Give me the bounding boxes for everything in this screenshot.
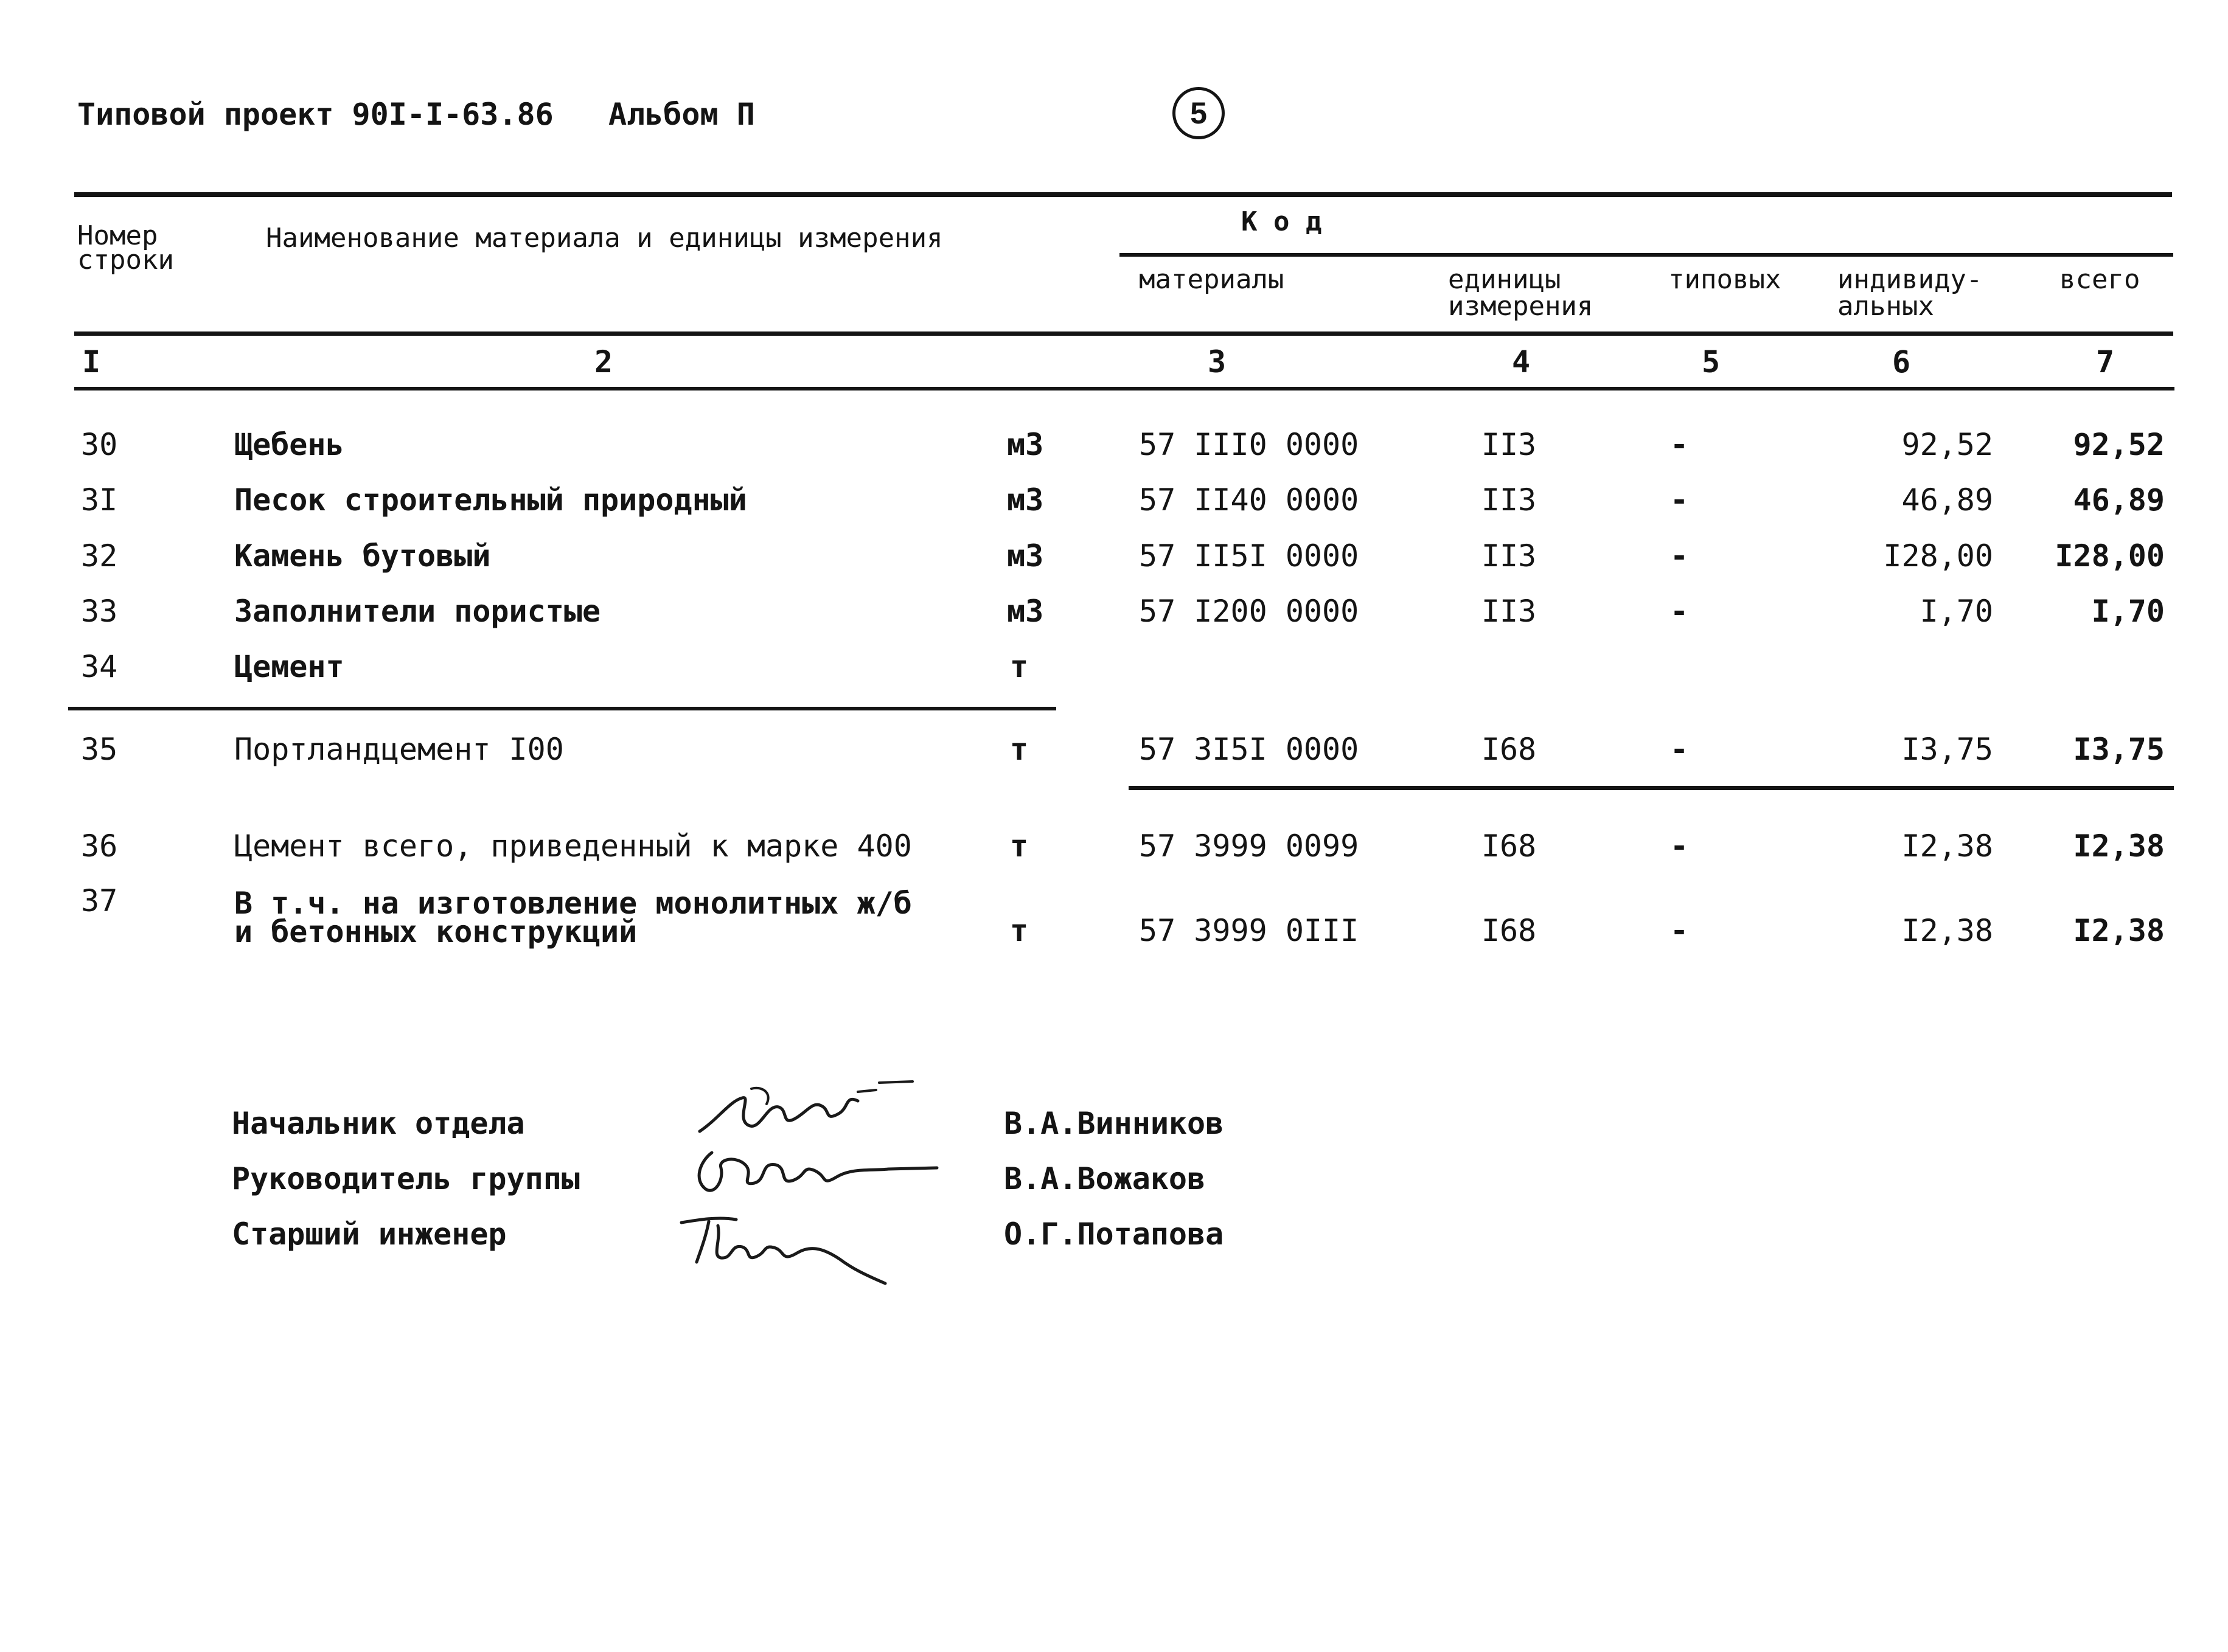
group-rule-left: [68, 707, 1056, 710]
document-title: Типовой проект 90I-I-63.86 Альбом П: [77, 97, 755, 132]
individual-value: 92,52: [1901, 427, 1993, 462]
unit-label: т: [1010, 732, 1029, 767]
material-name: Цемент: [234, 649, 344, 684]
individual-value: I2,38: [1901, 828, 1993, 864]
unit-label: м3: [1007, 482, 1044, 518]
col-number-2: 2: [594, 344, 613, 380]
material-code: 57 3I5I 0000: [1139, 732, 1359, 767]
unit-code: II3: [1481, 482, 1537, 518]
group-rule-right: [1129, 786, 2174, 790]
typical-value: -: [1669, 828, 1689, 864]
handwritten-signature: [675, 1210, 894, 1289]
col-number-7: 7: [2095, 344, 2115, 380]
signer-role: Руководитель группы: [232, 1161, 580, 1196]
material-code: 57 3999 0III: [1139, 913, 1359, 948]
unit-label: м3: [1007, 427, 1044, 462]
unit-label: м3: [1007, 594, 1044, 629]
individual-value: I3,75: [1901, 732, 1993, 767]
material-name-continued: и бетонных конструкций: [234, 914, 638, 949]
signer-name: В.А.Винников: [1004, 1106, 1224, 1141]
col-number-5: 5: [1701, 344, 1721, 380]
total-value: I2,38: [2073, 913, 2165, 948]
row-number: 36: [81, 828, 118, 864]
total-value: 92,52: [2073, 427, 2165, 462]
total-value: I2,38: [2073, 828, 2165, 864]
unit-label: м3: [1007, 538, 1044, 574]
material-code: 57 I200 0000: [1139, 594, 1359, 629]
total-value: 46,89: [2073, 482, 2165, 518]
material-name: Песок строительный природный: [234, 482, 747, 518]
col-header-unit: единицы измерения: [1448, 264, 1593, 322]
typical-value: -: [1669, 538, 1689, 574]
material-code: 57 II5I 0000: [1139, 538, 1359, 574]
col-header-code: К о д: [1241, 206, 1322, 237]
handwritten-signature: [694, 1077, 925, 1144]
material-code: 57 II40 0000: [1139, 482, 1359, 518]
unit-code: I68: [1481, 913, 1537, 948]
material-name: Портландцемент I00: [234, 732, 564, 767]
material-name: Заполнители пористые: [234, 594, 601, 629]
unit-code: II3: [1481, 538, 1537, 574]
colnum-bottom-rule: [74, 387, 2174, 390]
row-number: 34: [81, 649, 118, 684]
typical-value: -: [1669, 732, 1689, 767]
individual-value: I28,00: [1883, 538, 1993, 574]
col-header-name: Наименование материала и единицы измерения: [266, 223, 943, 254]
col-header-individual: индивиду-альных: [1837, 264, 1983, 322]
material-name: Камень бутовый: [234, 538, 491, 574]
col-number-3: 3: [1207, 344, 1227, 380]
col-number-6: 6: [1892, 344, 1911, 380]
material-code: 57 3999 0099: [1139, 828, 1359, 864]
unit-code: I68: [1481, 828, 1537, 864]
col-header-typical: типовых: [1668, 264, 1781, 295]
unit-label: т: [1010, 913, 1029, 948]
individual-value: I,70: [1920, 594, 1993, 629]
row-number: 30: [81, 427, 118, 462]
typical-value: -: [1669, 913, 1689, 948]
unit-code: II3: [1481, 594, 1537, 629]
material-name: Щебень: [234, 427, 344, 462]
typical-value: -: [1669, 594, 1689, 629]
handwritten-signature: [688, 1144, 943, 1204]
material-code: 57 III0 0000: [1139, 427, 1359, 462]
signer-role: Старший инженер: [232, 1216, 507, 1252]
page-number: 5: [1172, 87, 1225, 139]
unit-code: I68: [1481, 732, 1537, 767]
signer-name: В.А.Вожаков: [1004, 1161, 1206, 1196]
row-number: 37: [81, 883, 118, 918]
typical-value: -: [1669, 482, 1689, 518]
unit-label: т: [1010, 828, 1029, 864]
code-sub-rule: [1119, 253, 2173, 257]
table-top-rule: [74, 192, 2172, 197]
total-value: I,70: [2091, 594, 2165, 629]
col-header-total: всего: [2059, 264, 2140, 295]
signer-role: Начальник отдела: [232, 1106, 525, 1141]
unit-code: II3: [1481, 427, 1537, 462]
typical-value: -: [1669, 427, 1689, 462]
header-bottom-rule: [74, 331, 2173, 336]
material-name: В т.ч. на изготовление монолитных ж/б: [234, 886, 912, 921]
row-number: 35: [81, 732, 118, 767]
row-number: 32: [81, 538, 118, 574]
total-value: I28,00: [2055, 538, 2165, 574]
col-header-row-number: Номер строки: [77, 220, 174, 276]
total-value: I3,75: [2073, 732, 2165, 767]
row-number: 33: [81, 594, 118, 629]
row-number: 3I: [81, 482, 118, 518]
signer-name: О.Г.Потапова: [1004, 1216, 1224, 1252]
material-name: Цемент всего, приведенный к марке 400: [234, 828, 912, 864]
col-number-1: I: [82, 344, 101, 380]
individual-value: 46,89: [1901, 482, 1993, 518]
individual-value: I2,38: [1901, 913, 1993, 948]
col-header-material: материалы: [1139, 264, 1284, 295]
col-number-4: 4: [1511, 344, 1531, 380]
unit-label: т: [1010, 649, 1029, 684]
